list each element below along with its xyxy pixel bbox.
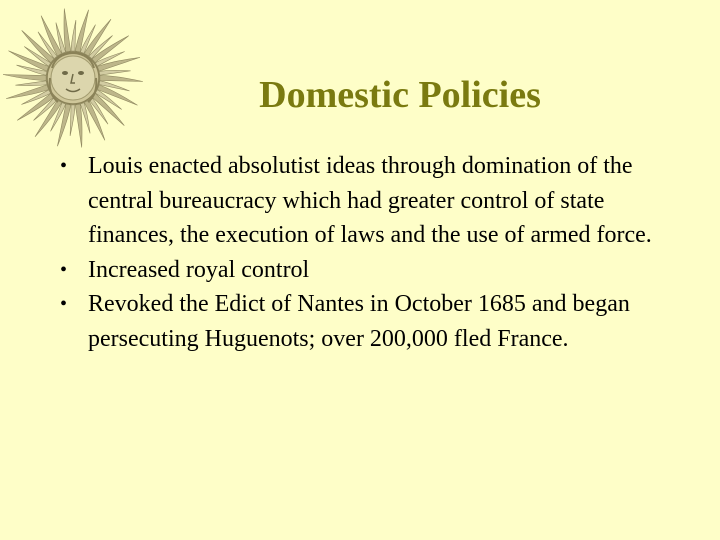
sun-ray — [3, 75, 46, 81]
slide-title: Domestic Policies — [259, 74, 541, 116]
sun-ray — [15, 81, 46, 86]
sun-ray — [71, 20, 76, 51]
bullet-list — [58, 149, 668, 356]
bullet-text: Louis enacted absolutist ideas through domination of the central bureaucracy which had greater control of state finances, the execution of laws and the use of armed force. — [88, 153, 652, 248]
bullet-item — [58, 149, 668, 253]
bullet-marker: • — [60, 293, 68, 315]
bullet-item — [58, 253, 668, 288]
sun-ray — [64, 9, 71, 52]
bullet-item — [58, 287, 668, 356]
sun-ray — [75, 104, 82, 147]
sun-ray — [70, 105, 75, 136]
bullet-marker: • — [60, 155, 68, 177]
bullet-text: Revoked the Edict of Nantes in October 1685 and began persecuting Huguenots; over 200,000 fled France. — [88, 291, 630, 352]
sun-ray — [100, 76, 143, 82]
bullet-text: Increased royal control — [88, 256, 310, 283]
sun-ray — [99, 70, 130, 75]
sun-king-emblem-icon — [0, 2, 146, 148]
bullet-marker: • — [60, 258, 68, 281]
